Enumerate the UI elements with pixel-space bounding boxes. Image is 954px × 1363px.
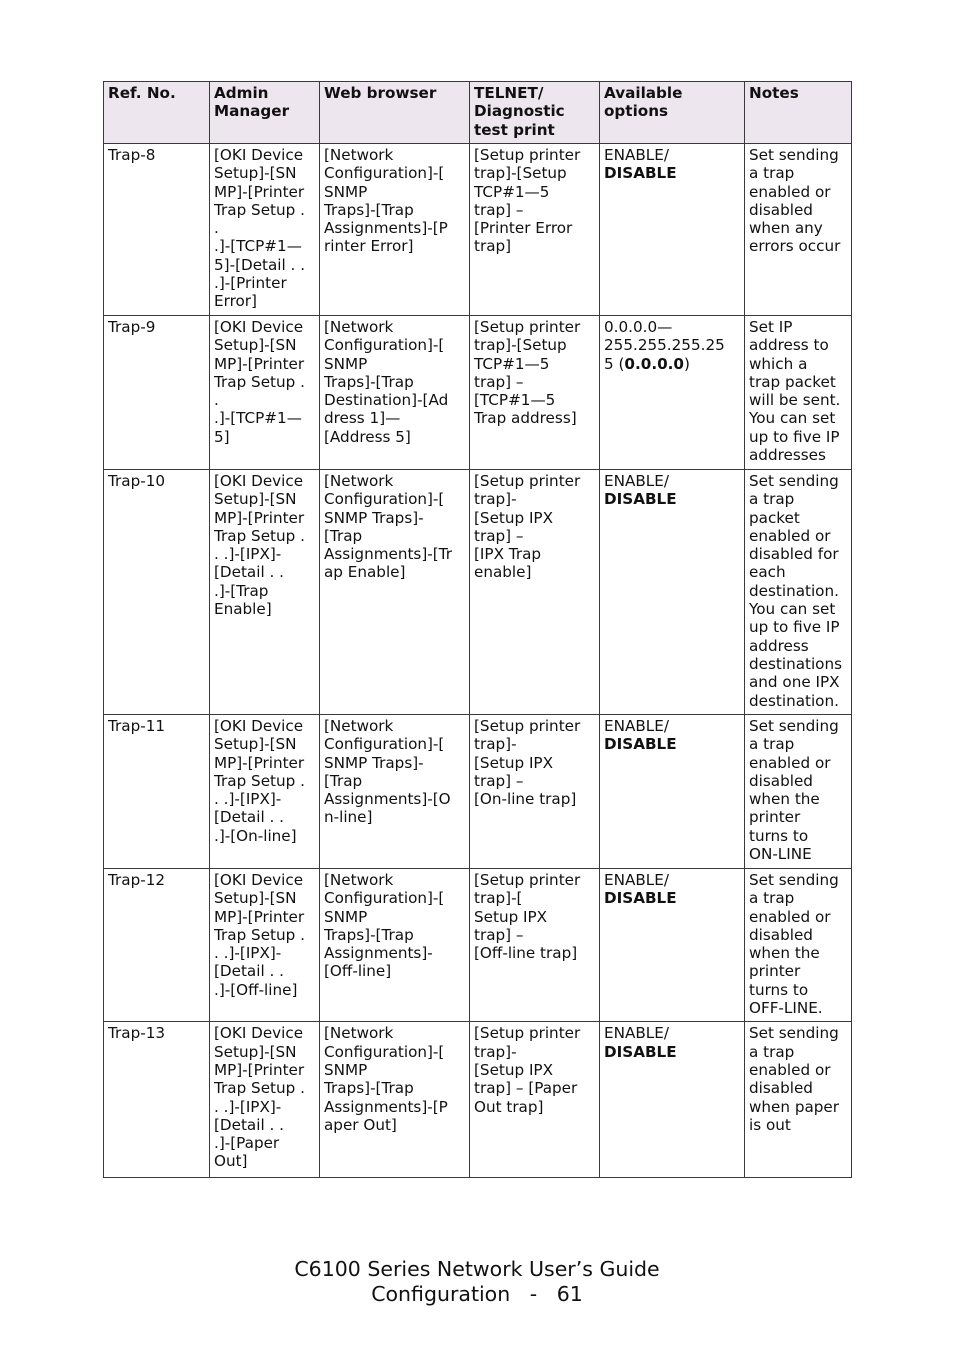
- available-options-cell: ENABLE/ DISABLE: [600, 1022, 745, 1178]
- telnet-cell: [Setup printer trap]- [Setup IPX trap] – [IPX Trap enable]: [470, 470, 600, 715]
- page-footer: [0, 1257, 954, 1307]
- footer-title: C6100 Series Network User’s Guide: [294, 1257, 660, 1281]
- admin-manager-cell: [OKI Device Setup]-[SN MP]-[Printer Trap Setup . . .]-[IPX]- [Detail . . .]-[Off-line]: [210, 869, 320, 1022]
- ref-no-cell: Trap-9: [104, 316, 210, 470]
- telnet-cell: [Setup printer trap]-[Setup TCP#1—5 trap] – [Printer Error trap]: [470, 144, 600, 316]
- web-browser-cell: [Network Configuration]-[ SNMP Traps]-[Trap Assignments]- [Off-line]: [320, 869, 470, 1022]
- notes-cell: Set sending a trap packet enabled or disabled for each destination. You can set up to five IP address destinations and one IPX destination.: [745, 470, 852, 715]
- trap-settings-table: [103, 81, 852, 1178]
- web-browser-cell: [Network Configuration]-[ SNMP Traps]-[Trap Assignments]-[P aper Out]: [320, 1022, 470, 1178]
- ref-no-cell: Trap-12: [104, 869, 210, 1022]
- table-row: [104, 1022, 852, 1178]
- web-browser-cell: [Network Configuration]-[ SNMP Traps]-[Trap Destination]-[Ad dress 1]— [Address 5]: [320, 316, 470, 470]
- telnet-cell: [Setup printer trap]-[ Setup IPX trap] – [Off-line trap]: [470, 869, 600, 1022]
- header-telnet: TELNET/ Diagnostic test print: [470, 82, 600, 144]
- admin-manager-cell: [OKI Device Setup]-[SN MP]-[Printer Trap Setup . . .]-[IPX]- [Detail . . .]-[Paper Out]: [210, 1022, 320, 1178]
- ref-no-cell: Trap-8: [104, 144, 210, 316]
- ref-no-cell: Trap-13: [104, 1022, 210, 1178]
- notes-cell: Set sending a trap enabled or disabled when the printer turns to ON-LINE: [745, 715, 852, 869]
- header-available-options: Available options: [600, 82, 745, 144]
- table-row: [104, 316, 852, 470]
- header-admin-manager: Admin Manager: [210, 82, 320, 144]
- header-notes: Notes: [745, 82, 852, 144]
- header-web-browser: Web browser: [320, 82, 470, 144]
- admin-manager-cell: [OKI Device Setup]-[SN MP]-[Printer Trap Setup . . .]-[IPX]- [Detail . . .]-[Trap Enable]: [210, 470, 320, 715]
- web-browser-cell: [Network Configuration]-[ SNMP Traps]- [Trap Assignments]-[Tr ap Enable]: [320, 470, 470, 715]
- table-row: [104, 869, 852, 1022]
- telnet-cell: [Setup printer trap]-[Setup TCP#1—5 trap] – [TCP#1—5 Trap address]: [470, 316, 600, 470]
- available-options-cell: ENABLE/ DISABLE: [600, 470, 745, 715]
- admin-manager-cell: [OKI Device Setup]-[SN MP]-[Printer Trap Setup . . .]-[IPX]- [Detail . . .]-[On-line]: [210, 715, 320, 869]
- available-options-cell: ENABLE/ DISABLE: [600, 144, 745, 316]
- table-header-row: [104, 82, 852, 144]
- table-row: [104, 144, 852, 316]
- header-ref-no: Ref. No.: [104, 82, 210, 144]
- telnet-cell: [Setup printer trap]- [Setup IPX trap] – [Paper Out trap]: [470, 1022, 600, 1178]
- admin-manager-cell: [OKI Device Setup]-[SN MP]-[Printer Trap Setup . . .]-[TCP#1— 5]-[Detail . . .]-[Printer Error]: [210, 144, 320, 316]
- ref-no-cell: Trap-11: [104, 715, 210, 869]
- web-browser-cell: [Network Configuration]-[ SNMP Traps]- [Trap Assignments]-[O n-line]: [320, 715, 470, 869]
- table-body: [104, 144, 852, 1178]
- available-options-cell: 0.0.0.0— 255.255.255.25 5 (0.0.0.0): [600, 316, 745, 470]
- ref-no-cell: Trap-10: [104, 470, 210, 715]
- notes-cell: Set sending a trap enabled or disabled when any errors occur: [745, 144, 852, 316]
- notes-cell: Set sending a trap enabled or disabled when the printer turns to OFF-LINE.: [745, 869, 852, 1022]
- telnet-cell: [Setup printer trap]- [Setup IPX trap] – [On-line trap]: [470, 715, 600, 869]
- available-options-cell: ENABLE/ DISABLE: [600, 869, 745, 1022]
- footer-page-number: Configuration - 61: [371, 1282, 583, 1306]
- web-browser-cell: [Network Configuration]-[ SNMP Traps]-[Trap Assignments]-[P rinter Error]: [320, 144, 470, 316]
- available-options-cell: ENABLE/ DISABLE: [600, 715, 745, 869]
- table-row: [104, 470, 852, 715]
- notes-cell: Set sending a trap enabled or disabled when paper is out: [745, 1022, 852, 1178]
- notes-cell: Set IP address to which a trap packet will be sent. You can set up to five IP addresses: [745, 316, 852, 470]
- table-row: [104, 715, 852, 869]
- admin-manager-cell: [OKI Device Setup]-[SN MP]-[Printer Trap Setup . . .]-[TCP#1— 5]: [210, 316, 320, 470]
